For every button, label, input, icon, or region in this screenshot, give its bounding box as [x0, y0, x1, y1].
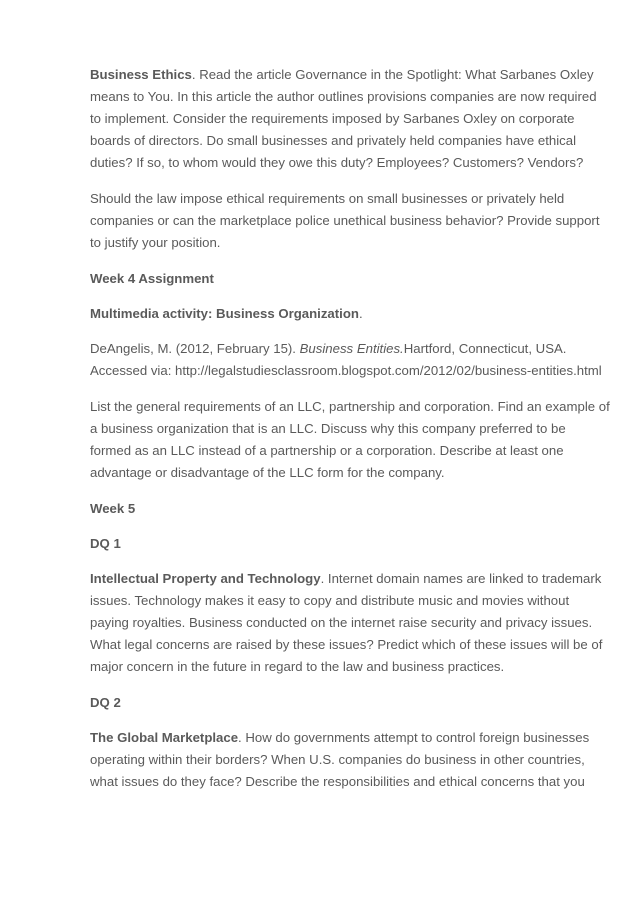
- heading-week-4-assignment: Week 4 Assignment: [90, 271, 214, 286]
- paragraph-heading: Intellectual Property and Technology: [90, 571, 321, 586]
- paragraph-law-impose: [90, 188, 610, 254]
- paragraph-text: List the general requirements of an LLC, partnership and corporation. Find an example of a business organization that is an LLC. Discuss why this company preferred to be formed as an LLC instead of a partnership or a corporation. Describe at least one advantage or disadvantage of the LLC form for the company.: [90, 399, 610, 480]
- paragraph-text: . How do governments attempt to control foreign businesses operating within their borders? When U.S. companies do business in other countries, what issues do they face? Describe the responsibilities and ethical concerns that you: [90, 730, 590, 789]
- paragraph-text: . Internet domain names are linked to trademark issues. Technology makes it easy to copy and distribute music and movies without paying royalties. Business conducted on the internet raise security and privacy issues. What legal concerns are raised by these issues? Predict which of these issues will be of major concern in the future in regard to the law and business practices.: [90, 571, 603, 674]
- paragraph-global-marketplace: [90, 727, 610, 793]
- citation-title: Business Entities.: [299, 341, 404, 356]
- paragraph-llc-requirements: [90, 396, 610, 484]
- paragraph-heading: Multimedia activity: Business Organization: [90, 306, 359, 321]
- citation-source: Hartford, Connecticut, USA. Accessed via: http://legalstudiesclassroom.blogspot.com/2012/02/business-entities.html: [90, 341, 602, 378]
- heading-dq-1: DQ 1: [90, 536, 121, 551]
- heading-dq-2: DQ 2: [90, 695, 121, 710]
- paragraph-intellectual-property: [90, 568, 610, 678]
- citation-author: DeAngelis, M. (2012, February 15).: [90, 341, 300, 356]
- paragraph-text: . Read the article Governance in the Spotlight: What Sarbanes Oxley means to You. In this article the author outlines provisions companies are now required to implement. Consider the requirements imposed by Sarbanes Oxley on corporate boards of directors. Do small businesses and privately held companies have ethical duties? If so, to whom would they owe this duty? Employees? Customers? Vendors?: [90, 67, 597, 170]
- paragraph-text: Should the law impose ethical requirements on small businesses or privately held companies or can the marketplace police unethical business behavior? Provide support to justify your position.: [90, 191, 600, 250]
- heading-week-5: Week 5: [90, 501, 136, 516]
- document-page: [90, 64, 610, 807]
- paragraph-text: .: [358, 306, 363, 321]
- paragraph-citation: [90, 338, 610, 382]
- paragraph-heading: The Global Marketplace: [90, 730, 239, 745]
- paragraph-heading: Business Ethics: [90, 67, 192, 82]
- paragraph-multimedia-activity: [90, 303, 610, 325]
- paragraph-business-ethics: [90, 64, 610, 174]
